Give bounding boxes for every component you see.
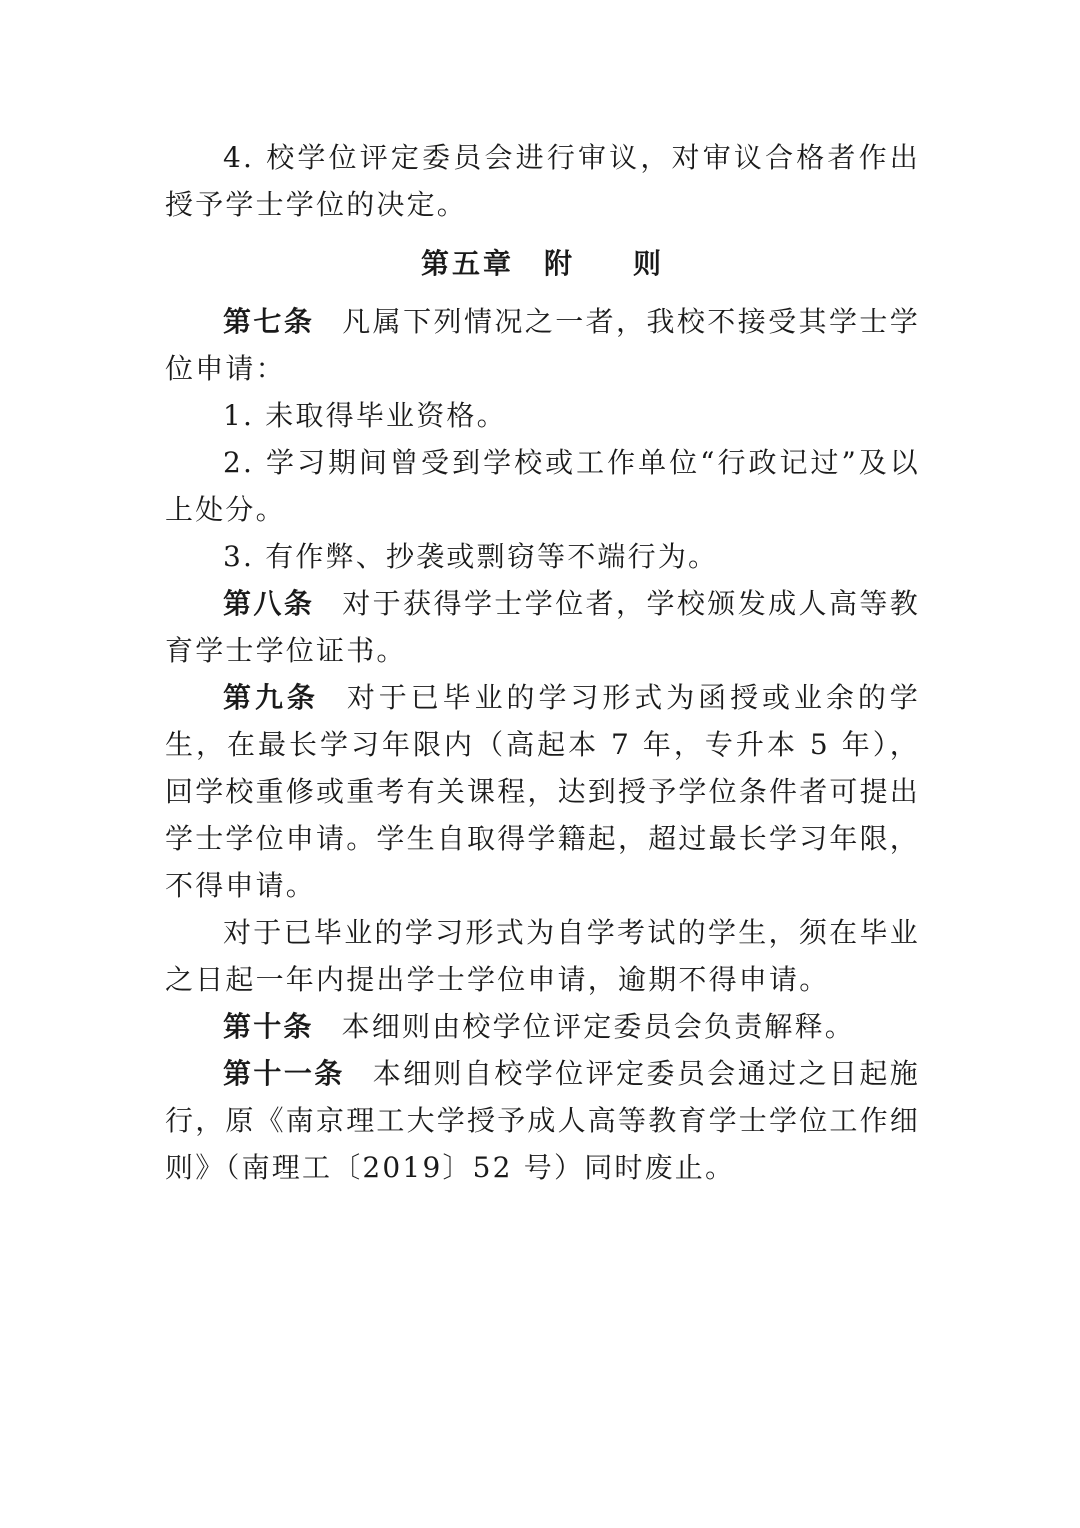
list-item: 3. 有作弊、抄袭或剽窃等不端行为。 [223, 540, 719, 573]
article-11-label: 第十一条 [223, 1057, 345, 1090]
list-item: 2. 学习期间曾受到学校或工作单位“行政记过”及以上处分。 [165, 446, 920, 526]
article-10 [165, 1003, 920, 1050]
chapter-title-part1: 附 [543, 247, 575, 280]
chapter-number: 第五章 [420, 247, 514, 280]
article-8 [165, 580, 920, 674]
article-10-label: 第十条 [223, 1010, 314, 1043]
chapter-heading [165, 240, 920, 287]
chapter-title-part2: 则 [633, 247, 665, 280]
article-11 [165, 1050, 920, 1191]
item-4: 4. 校学位评定委员会进行审议，对审议合格者作出授予学士学位的决定。 [165, 141, 920, 221]
article-9 [165, 674, 920, 909]
article-7-text: 凡属下列情况之一者，我校不接受其学士学位申请： [165, 305, 920, 385]
article-9-label: 第九条 [223, 681, 319, 714]
article-9-text: 对于已毕业的学习形式为函授或业余的学生，在最长学习年限内（高起本 7 年，专升本 5 年），回学校重修或重考有关课程，达到授予学位条件者可提出学士学位申请。学生自取得学籍起，超过最长学习年限，不得申请。 [165, 681, 921, 902]
article-7 [165, 298, 920, 392]
article-9-paragraph-2: 对于已毕业的学习形式为自学考试的学生，须在毕业之日起一年内提出学士学位申请，逾期不得申请。 [165, 916, 920, 996]
document-body [165, 134, 920, 1191]
article-8-text: 对于获得学士学位者，学校颁发成人高等教育学士学位证书。 [165, 587, 920, 667]
article-7-label: 第七条 [223, 305, 315, 338]
article-8-label: 第八条 [223, 587, 315, 620]
list-item: 1. 未取得毕业资格。 [223, 399, 507, 432]
article-11-text: 本细则自校学位评定委员会通过之日起施行，原《南京理工大学授予成人高等教育学士学位工作细则》（南理工〔2019〕52 号）同时废止。 [165, 1057, 921, 1184]
article-10-text: 本细则由校学位评定委员会负责解释。 [341, 1010, 856, 1043]
